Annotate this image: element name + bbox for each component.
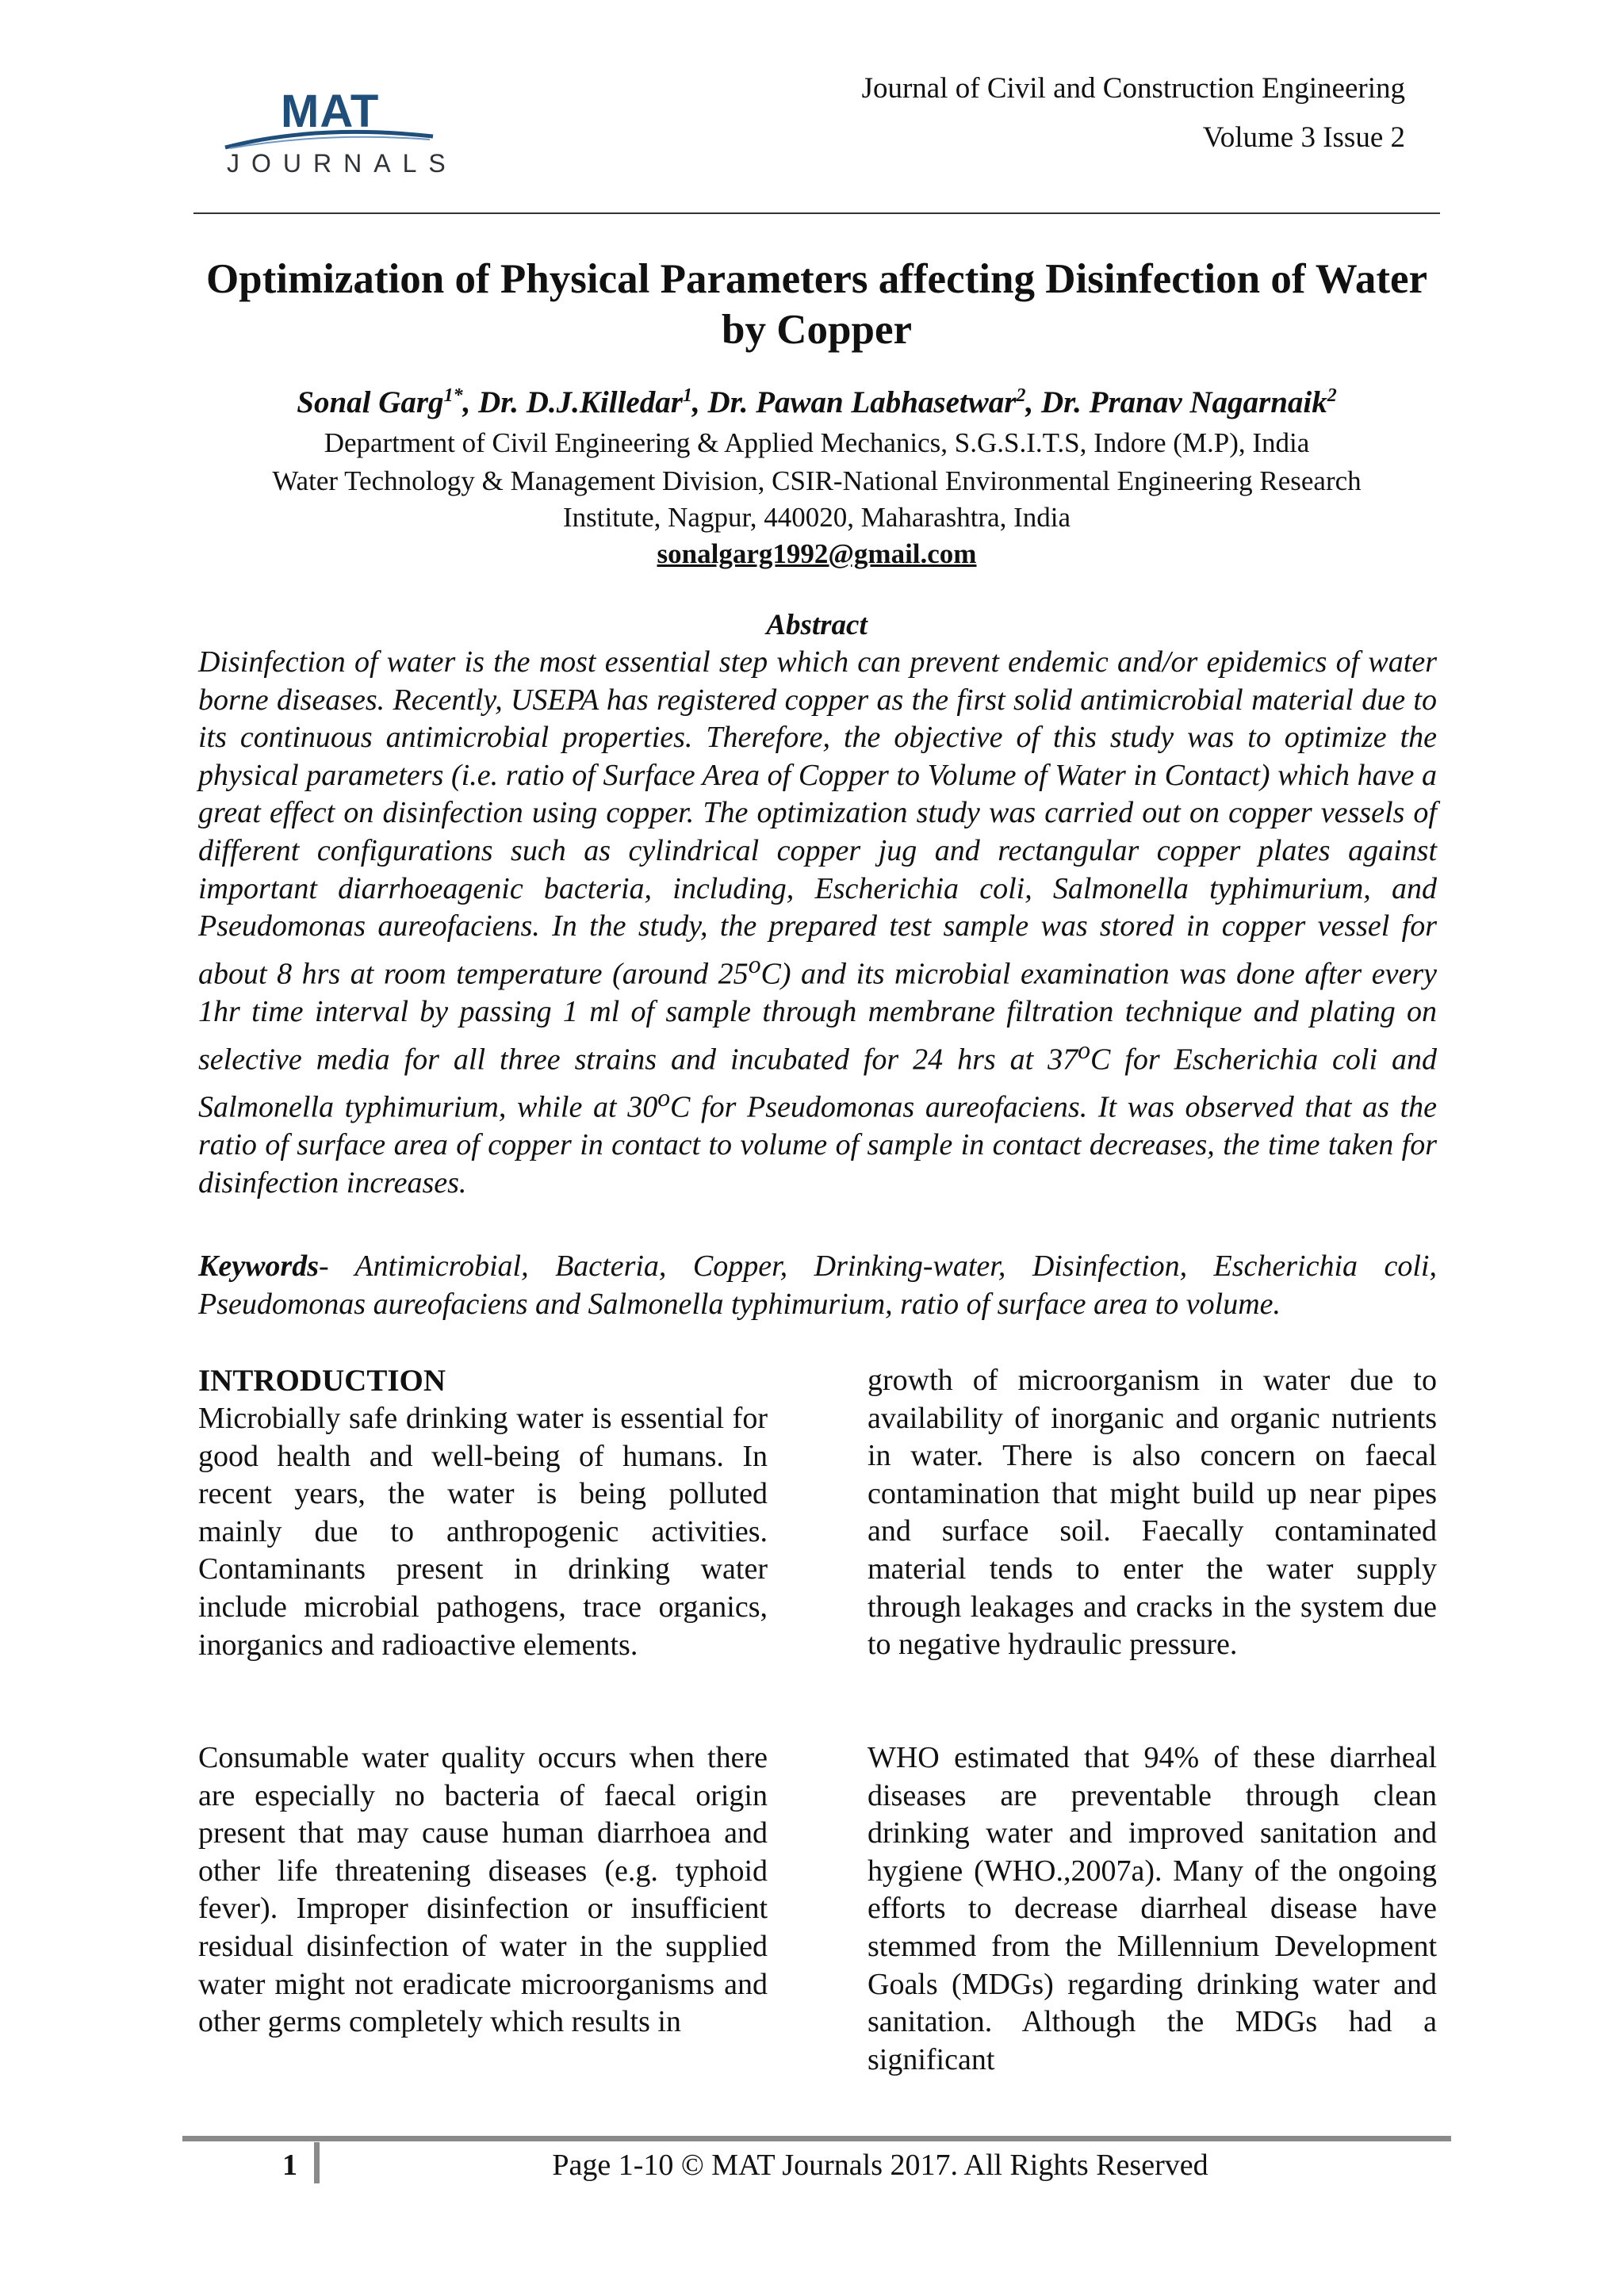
author-name: Dr. Pranav Nagarnaik <box>1040 385 1327 419</box>
logo-swoosh-icon <box>222 128 436 151</box>
body-paragraph: Microbially safe drinking water is essential for good health and well-being of humans. In recent years, the water is being polluted mainly due to anthropogenic activities. Contaminants present in drinking water include microbial pathogens, trace organics, inorganics and radioactive elements. <box>198 1402 768 1662</box>
author-affiliation-mark: 2 <box>1327 385 1337 406</box>
author-affiliation-mark: 2 <box>1016 385 1026 406</box>
paper-title: Optimization of Physical Parameters affecting Disinfection of Water by Copper <box>205 256 1428 353</box>
journal-name: Journal of Civil and Construction Engineering <box>861 72 1405 105</box>
affiliation-line: Department of Civil Engineering & Applied Mechanics, S.G.S.I.T.S, Indore (M.P), India <box>324 427 1310 458</box>
keywords-text: - Antimicrobial, Bacteria, Copper, Drinking-water, Disinfection, Escherichia coli, Pseudomonas aureofaciens and Salmonella typhimurium, ratio of surface area to volume. <box>198 1249 1437 1321</box>
abstract-heading: Abstract <box>766 609 868 641</box>
body-paragraph: Consumable water quality occurs when there are especially no bacteria of faecal origin present that may cause human diarrhoea and other life threatening diseases (e.g. typhoid fever). Improper disinfection or insufficient residual disinfection of water in the supplied water might not eradicate microorganisms and other germs completely which results in <box>198 1741 768 2039</box>
author-affiliation-mark: 1* <box>443 385 463 406</box>
author-affiliation-mark: 1 <box>682 385 692 406</box>
affiliation-line: Water Technology & Management Division, CSIR-National Environmental Engineering Research <box>272 465 1362 496</box>
keywords-label: Keywords <box>198 1249 319 1283</box>
header-divider <box>193 212 1440 214</box>
author-name: Dr. D.J.Killedar <box>478 385 683 419</box>
affiliation-line: Institute, Nagpur, 440020, Maharashtra, India <box>562 502 1071 533</box>
logo-journals-text: JOURNALS <box>227 149 458 178</box>
logo-mat-text: MAT <box>281 86 380 137</box>
abstract-text: Disinfection of water is the most essential step which can prevent endemic and/or epidemics of water borne diseases. Recently, USEPA has registered copper as the first solid antimicrobial material due to its continuous antimicrobial properties. Therefore, the objective of this study was to optimize the physical parameters (i.e. ratio of Surface Area of Copper to Volume of Water in Contact) which have a great effect on disinfection using copper. The optimization study was carried out on copper vessels of different configurations such as cylindrical copper jug and rectangular copper plates against important diarrhoeagenic bacteria, including, Escherichia coli, Salmonella typhimurium, and Pseudomonas aureofaciens. In the study, the prepared test sample was stored in copper vessel for about 8 hrs at room temperature (around 25$^o$C) and its microbial examination was done after every 1hr time interval by passing 1 ml of sample through membrane filtration technique and plating on selective media for all three strains and incubated for 24 hrs at 37$^o$C for Escherichia coli and Salmonella typhimurium, while at 30$^o$C for Pseudomonas aureofaciens. It was observed that as the ratio of surface area of copper in contact to volume of sample in contact decreases, the time taken for disinfection increases. <box>198 645 1438 1200</box>
author-name: Dr. Pawan Labhasetwar <box>707 385 1017 419</box>
author-name: Sonal Garg <box>297 385 444 419</box>
section-heading-introduction: INTRODUCTION <box>198 1364 446 1398</box>
author-list: Sonal Garg$^{1*}$, Dr. D.J.Killedar$^1$, Dr. Pawan Labhasetwar$^2$, Dr. Pranav Nagarnaik$^2$ <box>297 385 1337 419</box>
footer-copyright: Page 1-10 © MAT Journals 2017. All Rights Reserved <box>552 2149 1208 2182</box>
volume-issue: Volume 3 Issue 2 <box>1202 121 1405 154</box>
author-email-link[interactable]: sonalgarg1992@gmail.com <box>657 538 977 569</box>
page-number: 1 <box>282 2149 297 2182</box>
journal-logo <box>222 86 460 184</box>
keywords <box>198 1248 1437 1323</box>
body-paragraph: growth of microorganism in water due to availability of inorganic and organic nutrients in water. There is also concern on faecal contamination that might build up near pipes and surface soil. Faecally contaminated material tends to enter the water supply through leakages and cracks in the system due to negative hydraulic pressure. <box>868 1364 1437 1662</box>
footer-divider <box>182 2136 1451 2141</box>
body-paragraph: WHO estimated that 94% of these diarrheal diseases are preventable through clean drinking water and improved sanitation and hygiene (WHO.,2007a). Many of the ongoing efforts to decrease diarrheal disease have stemmed from the Millennium Development Goals (MDGs) regarding drinking water and sanitation. Although the MDGs had a significant <box>868 1741 1437 2076</box>
footer-separator <box>314 2142 320 2183</box>
